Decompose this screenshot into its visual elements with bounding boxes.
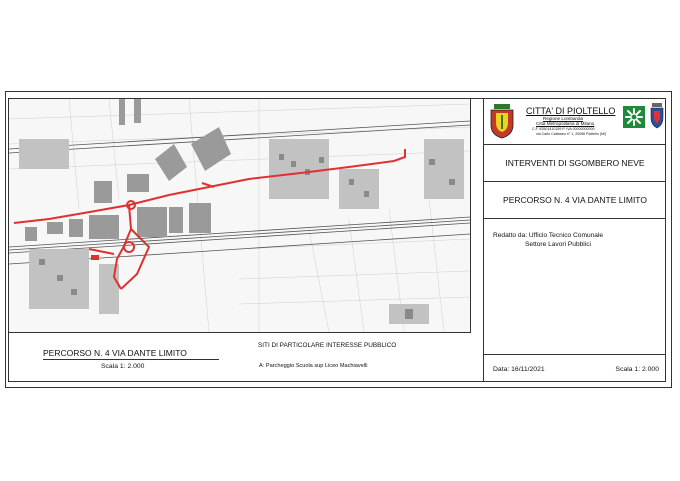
percorso-title — [484, 182, 666, 219]
city-crest-icon — [488, 103, 516, 144]
tax-codes: C.F. 83501410159 P. IVA 00000000000 — [532, 127, 595, 131]
legend-block — [9, 333, 482, 381]
scale-left: Scala 1: 2.000 — [101, 363, 145, 370]
document-date: Data: 16/11/2021 — [493, 366, 545, 373]
lombardia-logo-icon — [623, 106, 645, 133]
province-crest-icon — [650, 103, 664, 134]
site-a-label: A: Parcheggio Scuola sup Liceo Machiavelli — [259, 363, 368, 369]
region-name: Regione Lombardia — [543, 116, 584, 121]
authored-by-office: Redatto da: Ufficio Tecnico Comunale — [493, 232, 604, 239]
date-scale-row — [483, 354, 665, 382]
route-label: PERCORSO N. 4 VIA DANTE LIMITO — [43, 348, 187, 358]
sites-title: SITI DI PARTICOLARE INTERESSE PUBBLICO — [258, 342, 397, 349]
site-a-marker — [91, 255, 99, 260]
metro-name: Città Metropolitana di Milano — [536, 121, 595, 126]
municipality-header — [484, 99, 666, 145]
title-block — [483, 99, 666, 381]
interventi-title — [484, 144, 666, 182]
authored-by-sector: Settore Lavori Pubblici — [525, 241, 591, 248]
route-label-underline — [43, 359, 219, 360]
map-drawing — [9, 99, 470, 332]
interventi-title-text: INTERVENTI DI SGOMBERO NEVE — [505, 157, 645, 168]
route-map — [9, 99, 471, 333]
percorso-title-text: PERCORSO N. 4 VIA DANTE LIMITO — [503, 195, 647, 205]
city-name: CITTA' DI PIOLTELLO — [526, 106, 616, 116]
city-address: via Carlo Cattaneo n° 1, 20096 Pioltello (MI) — [536, 132, 607, 136]
scale-right: Scala 1: 2.000 — [615, 366, 659, 373]
